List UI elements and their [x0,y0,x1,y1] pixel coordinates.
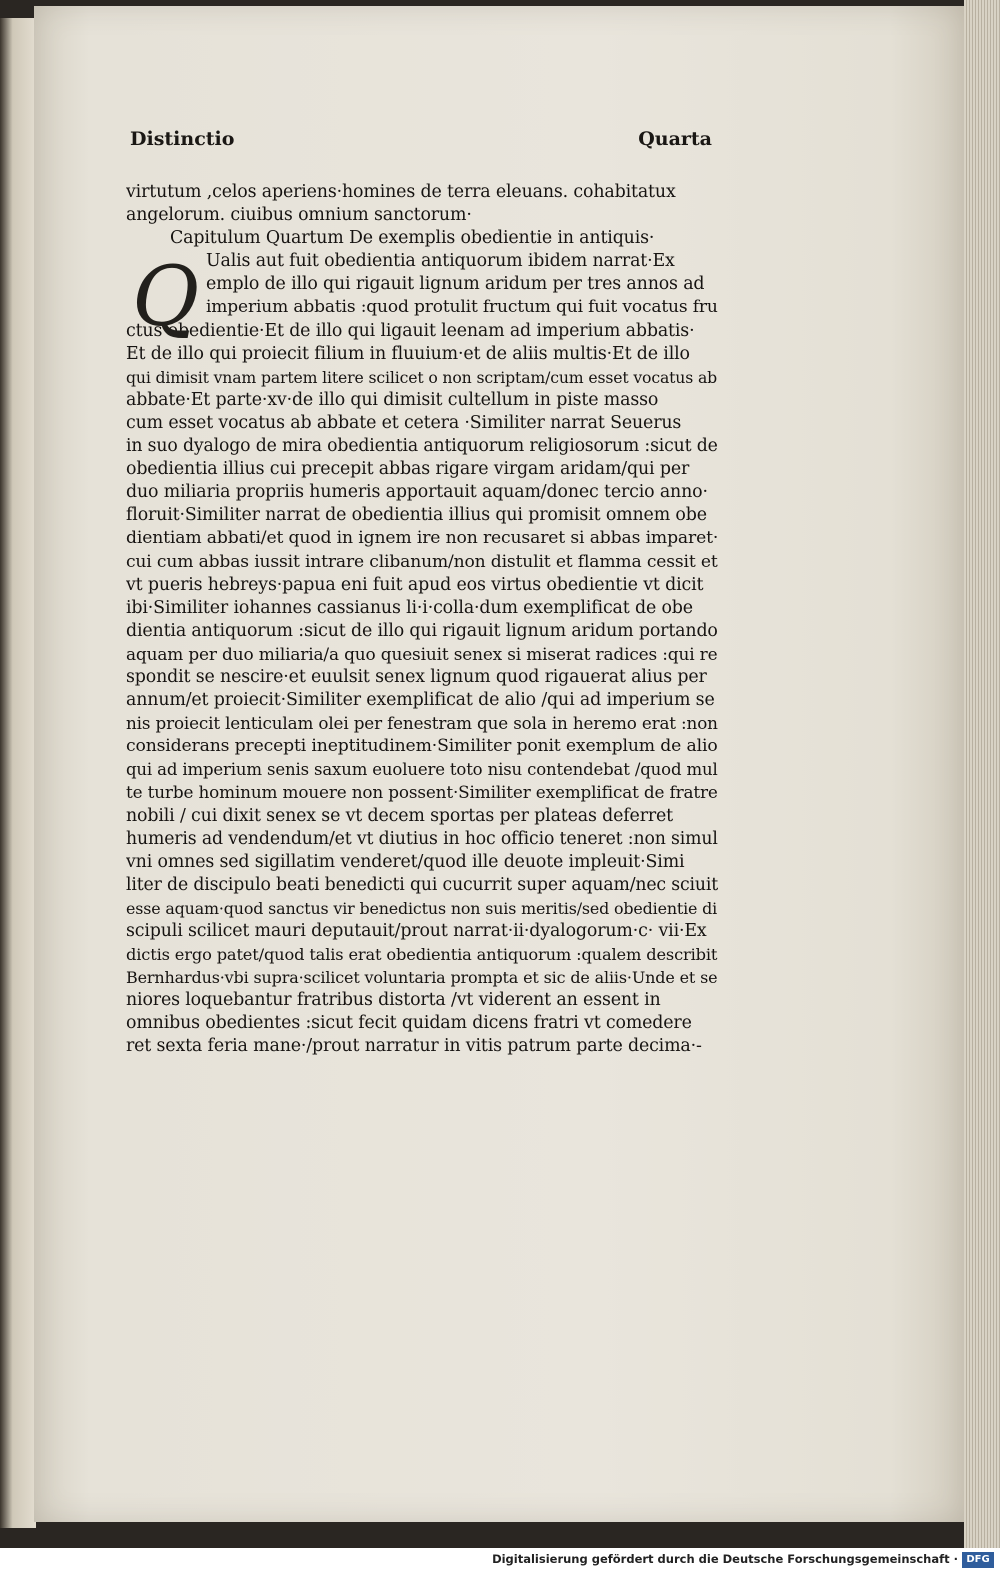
text-line: Et de illo qui proiecit filium in fluuium·et de aliis multis·Et de illo [126,343,690,364]
text-line: floruit·Similiter narrat de obedientia illius qui promisit omnem obe [126,505,707,526]
text-line: nobili / cui dixit senex se vt decem sportas per plateas deferret [126,805,674,826]
text-line: ret sexta feria mane·/prout narratur in vitis patrum parte decima·- [126,1036,702,1057]
text-line: cui cum abbas iussit intrare clibanum/non distulit et flamma cessit et [126,551,718,572]
initial-letter: Q [132,250,200,345]
text-line: imperium abbatis :quod protulit fructum qui fuit vocatus fru [206,297,718,318]
decorated-initial [132,250,206,345]
text-line: ctus obedientie·Et de illo qui ligauit leenam ad imperium abbatis· [126,320,695,341]
funding-credit: Digitalisierung gefördert durch die Deutsche Forschungsgemeinschaft · [492,1552,958,1566]
text-line: emplo de illo qui rigauit lignum aridum per tres annos ad [206,274,705,295]
digitization-footer [0,1548,1000,1572]
text-line: liter de discipulo beati benedicti qui cucurrit super aquam/nec sciuit [126,874,718,895]
text-line: omnibus obedientes :sicut fecit quidam dicens fratri vt comedere [126,1013,692,1034]
text-line: dientiam abbati/et quod in ignem ire non recusaret si abbas imparet· [126,528,718,549]
text-line: vt pueris hebreys·papua eni fuit apud eos virtus obedientie vt dicit [126,574,704,595]
adjacent-page-edge [0,18,36,1528]
text-line: ibi·Similiter iohannes cassianus li·i·colla·dum exemplificat de obe [126,597,693,618]
text-line: obedientia illius cui precepit abbas rigare virgam aridam/qui per [126,459,690,480]
text-line: abbate·Et parte·xv·de illo qui dimisit cultellum in piste masso [126,389,659,410]
text-line: qui dimisit vnam partem litere scilicet o non scriptam/cum esset vocatus ab [126,367,718,387]
dfg-logo-icon: DFG [962,1552,994,1568]
text-line: aquam per duo miliaria/a quo quesiuit senex si miserat radices :qui re [126,643,718,664]
text-line: dientia antiquorum :sicut de illo qui rigauit lignum aridum portando [126,620,718,641]
text-line: in suo dyalogo de mira obedientia antiquorum religiosorum :sicut de [126,436,718,457]
text-line: niores loquebantur fratribus distorta /vt viderent an essent in [126,990,661,1011]
text-line: scipuli scilicet mauri deputauit/prout narrat·ii·dyalogorum·c· vii·Ex [126,921,707,941]
running-head [130,128,712,158]
text-line: humeris ad vendendum/et vt diutius in hoc officio teneret :non simul [126,828,718,849]
text-line: Bernhardus·vbi supra·scilicet voluntaria prompta et sic de aliis·Unde et se [126,968,718,988]
text-line: nis proiecit lenticulam olei per fenestram que sola in heremo erat :non [126,713,718,734]
text-line: vni omnes sed sigillatim venderet/quod ille deuote impleuit·Simi [126,851,685,872]
text-line: virtutum ,celos aperiens·homines de terra eleuans. cohabitatux [126,182,676,202]
text-line: Ualis aut fuit obedientia antiquorum ibidem narrat·Ex [206,251,675,272]
text-line: angelorum. ciuibus omnium sanctorum· [126,205,472,226]
text-line: cum esset vocatus ab abbate et cetera ·Similiter narrat Seuerus [126,412,682,433]
text-line: considerans precepti ineptitudinem·Similiter ponit exemplum de alio [126,736,718,757]
text-line: annum/et proiecit·Similiter exemplificat de alio /qui ad imperium se [126,690,715,711]
chapter-heading: Capitulum Quartum De exemplis obedientie in antiquis· [170,228,655,249]
text-line: dictis ergo patet/quod talis erat obedientia antiquorum :qualem describit [126,945,718,965]
text-line: duo miliaria propriis humeris apportauit aquam/donec tercio anno· [126,482,708,503]
text-line: esse aquam·quod sanctus vir benedictus non suis meritis/sed obedientie di [126,898,718,918]
text-line: te turbe hominum mouere non possent·Similiter exemplificat de fratre [126,782,718,803]
text-line: qui ad imperium senis saxum euoluere toto nisu contendebat /quod mul [126,760,718,780]
page-block-edges [964,0,1000,1548]
text-line: spondit se nescire·et euulsit senex lignum quod rigauerat alius per [126,666,707,687]
running-head-left: Distinctio [130,128,235,150]
running-head-right: Quarta [638,128,712,150]
body-text [126,181,718,1059]
